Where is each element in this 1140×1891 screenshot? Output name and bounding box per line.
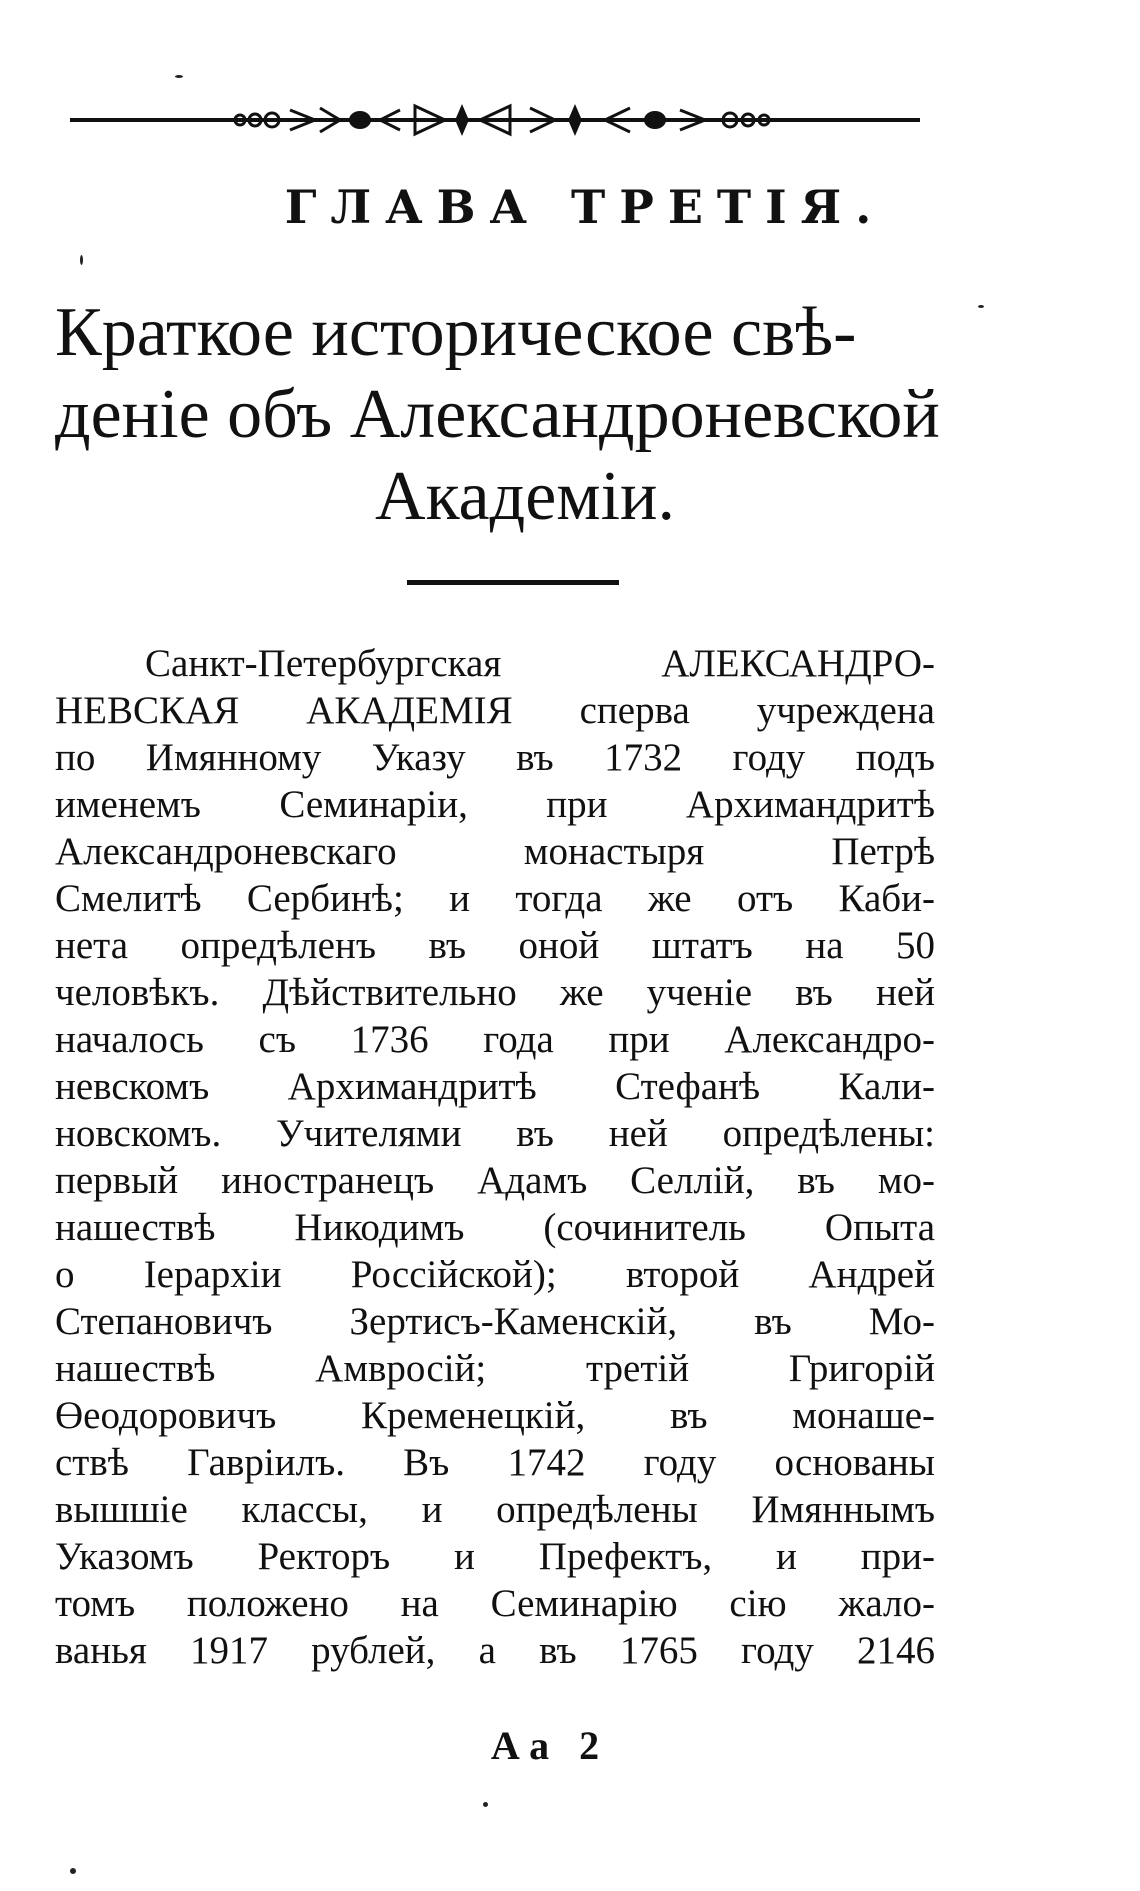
section-divider (407, 580, 619, 585)
text-line: нашествѣ Амвросій; третій Григорій (55, 1347, 935, 1390)
text-line: Смелитѣ Сербинѣ; и тогда же отъ Каби- (55, 877, 935, 920)
chapter-title (55, 292, 955, 538)
text-line: невскомъ Архимандритѣ Стефанѣ Кали- (55, 1065, 935, 1108)
print-speck (70, 1868, 76, 1874)
text-line: томъ положено на Семинарію сію жало- (55, 1582, 935, 1625)
title-line: Академіи. (375, 458, 675, 535)
title-line: Краткое историческое свѣ- (55, 294, 857, 371)
signature-mark: Аа 2 (490, 1723, 610, 1768)
text-line: Александроневскаго монастыря Петрѣ (55, 830, 935, 873)
text-line: Степановичъ Зертисъ-Каменскій, въ Мо- (55, 1300, 935, 1343)
text-line: ствѣ Гавріилъ. Въ 1742 году основаны (55, 1441, 935, 1484)
text-line: новскомъ. Учителями въ ней опредѣлены: (55, 1112, 935, 1155)
title-line: деніе объ Александроневской (55, 376, 940, 453)
body-paragraph (55, 640, 935, 1674)
text-line: вышшіе классы, и опредѣлены Имяннымъ (55, 1488, 935, 1531)
text-line: нета опредѣленъ въ оной штатъ на 50 (55, 924, 935, 967)
text-line: по Имянному Указу въ 1732 году подъ (55, 736, 935, 779)
text-line: о Іерархіи Россійской); второй Андрей (55, 1253, 935, 1296)
text-line: НЕВСКАЯ АКАДЕМІЯ сперва учреждена (55, 689, 935, 732)
text-line: первый иностранецъ Адамъ Селлій, въ мо- (55, 1159, 935, 1202)
text-line: именемъ Семинаріи, при Архимандритѣ (55, 783, 935, 826)
text-line: началось съ 1736 года при Александро- (55, 1018, 935, 1061)
print-speck (483, 1802, 488, 1807)
print-speck (978, 305, 984, 308)
text-line: Өеодоровичъ Кременецкій, въ монаше- (55, 1394, 935, 1437)
text-line: Указомъ Ректоръ и Префектъ, и при- (55, 1535, 935, 1578)
ornamental-header-rule (70, 98, 920, 142)
text-line: человѣкъ. Дѣйствительно же ученіе въ ней (55, 971, 935, 1014)
print-speck (80, 255, 83, 265)
text-line: Санкт-Петербургская АЛЕКСАНДРО- (145, 642, 935, 685)
text-line: ванья 1917 рублей, а въ 1765 году 2146 (55, 1629, 935, 1672)
print-speck (175, 75, 183, 78)
text-line: нашествѣ Никодимъ (сочинитель Опыта (55, 1206, 935, 1249)
chapter-heading: ГЛАВА ТРЕТІЯ. (284, 180, 886, 234)
